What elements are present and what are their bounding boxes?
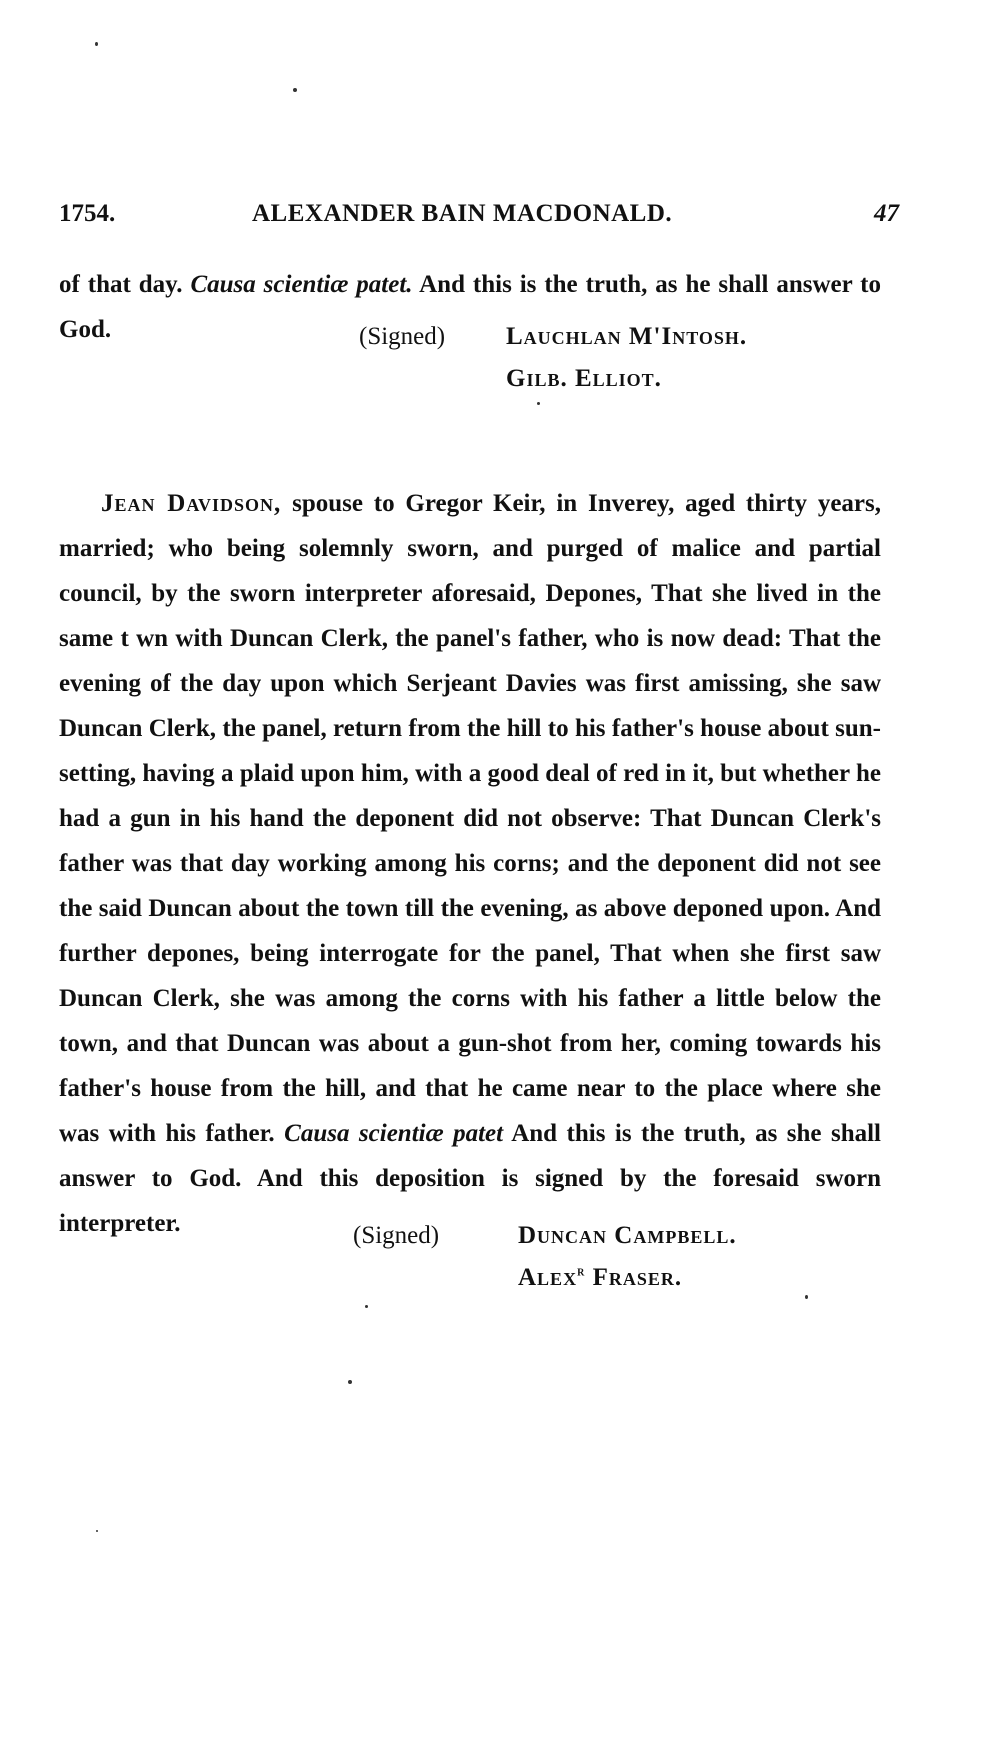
page-number: 47 — [874, 200, 899, 227]
scan-speck — [348, 1380, 352, 1384]
paragraph-continuation — [59, 262, 881, 352]
signatory-lauchlan-mintosh: Lauchlan M'Intosh. — [506, 323, 748, 350]
para2-causa-scientiae: Causa scientiæ patet — [284, 1120, 504, 1147]
scan-speck — [95, 42, 98, 46]
scan-speck — [537, 402, 540, 405]
signatory-alexr-fraser: Alex$^r$ Fraser. — [518, 1264, 683, 1291]
scan-speck — [293, 88, 297, 92]
deposition-body: spouse to Gregor Keir, in Inverey, aged thirty years, married; who being solemnly sworn, and purged of malice and partial council, by the sworn interpreter aforesaid, Depones, That she lived in the same t wn with Duncan Clerk, the panel's father, who is now dead: That the evening of the day upon which Serjeant Davies was first amissing, she saw Duncan Clerk, the panel, return from the hill to his father's house about sun-setting, having a plaid upon him, with a good deal of red in it, but whether he had a gun in his hand the deponent did not observe: That Duncan Clerk's father was that day working among his corns; and the deponent did not see the said Duncan about the town till the evening, as above deponed upon. And further depones, being interrogate for the panel, That when she first saw Duncan Clerk, she was among the corns with his father a little below the town, and that Duncan was about a gun-shot from her, coming towards his father's house from the hill, and that he came near to the place where she was with his father. — [59, 490, 881, 1147]
scan-speck — [805, 1295, 808, 1299]
signatory-gilb-elliot: Gilb. Elliot. — [506, 365, 662, 392]
signature-label-1: (Signed) — [359, 323, 446, 350]
deponent-name: Jean Davidson, — [101, 490, 282, 517]
running-header — [59, 200, 899, 236]
header-year: 1754. — [59, 200, 116, 227]
header-title: ALEXANDER BAIN MACDONALD. — [252, 200, 673, 227]
signatory-duncan-campbell: Duncan Campbell. — [518, 1222, 737, 1249]
para1-text-end: And this is the truth, as he shall answer to God. — [59, 271, 882, 343]
deposition-closing: And this is the truth, as she shall answer to God. And this deposition is signed by the foresaid sworn interpreter. — [59, 1120, 881, 1237]
para1-text-start: of that day. — [59, 271, 191, 298]
para1-causa-scientiae: Causa scientiæ patet. — [190, 271, 413, 298]
deposition-jean-davidson — [59, 481, 881, 1246]
scan-speck — [365, 1305, 368, 1308]
scan-speck — [96, 1530, 98, 1532]
signature-label-2: (Signed) — [353, 1222, 440, 1249]
